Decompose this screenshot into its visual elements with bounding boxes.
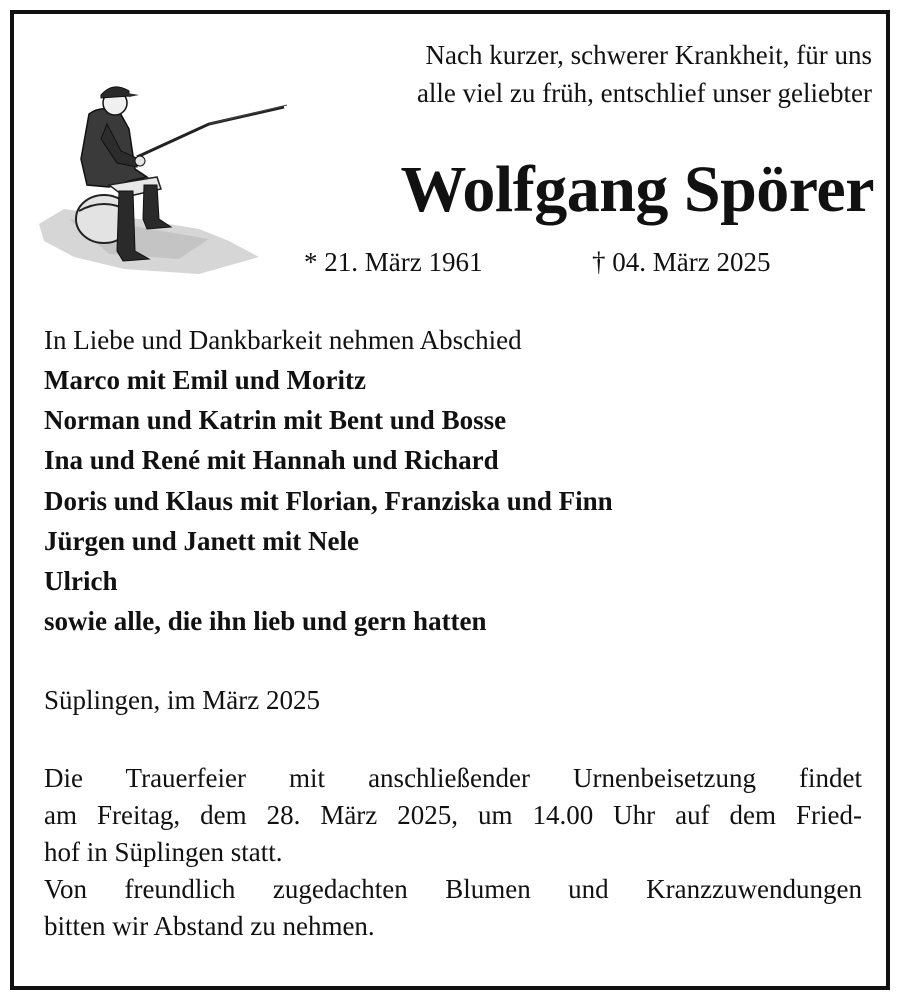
service-line: am Freitag, dem 28. März 2025, um 14.00 Uhr auf dem Fried- (44, 800, 862, 830)
mourner-line: sowie alle, die ihn lieb und gern hatten (44, 606, 487, 637)
farewell-line: In Liebe und Dankbarkeit nehmen Abschied (44, 325, 522, 355)
mourner-line: Ulrich (44, 566, 118, 597)
mourner-line: Ina und René mit Hannah und Richard (44, 445, 499, 476)
intro-text (302, 36, 872, 112)
mourner-line: Norman und Katrin mit Bent und Bosse (44, 405, 507, 436)
death-date: † 04. März 2025 (592, 247, 771, 277)
place-date: Süplingen, im März 2025 (44, 685, 320, 715)
service-line: Von freundlich zugedachten Blumen und Kranzzuwendungen (44, 874, 862, 904)
mourners-list (44, 360, 613, 641)
life-dates (304, 242, 874, 282)
obituary-notice (10, 10, 890, 990)
service-details (44, 760, 862, 945)
mourner-line: Marco mit Emil und Moritz (44, 365, 366, 395)
intro-line: Nach kurzer, schwerer Krankheit, für uns (425, 40, 872, 70)
deceased-name: Wolfgang Spörer (400, 153, 874, 226)
service-line: hof in Süplingen statt. (44, 837, 283, 867)
birth-date: * 21. März 1961 (304, 247, 483, 277)
service-line: bitten wir Abstand zu nehmen. (44, 911, 375, 941)
service-line: Die Trauerfeier mit anschließender Urnenbeisetzung findet (44, 763, 862, 793)
intro-line: alle viel zu früh, entschlief unser geliebter (416, 78, 872, 108)
mourner-line: Doris und Klaus mit Florian, Franziska und Finn (44, 485, 613, 516)
mourner-line: Jürgen und Janett mit Nele (44, 525, 359, 556)
fisherman-icon (29, 69, 289, 279)
